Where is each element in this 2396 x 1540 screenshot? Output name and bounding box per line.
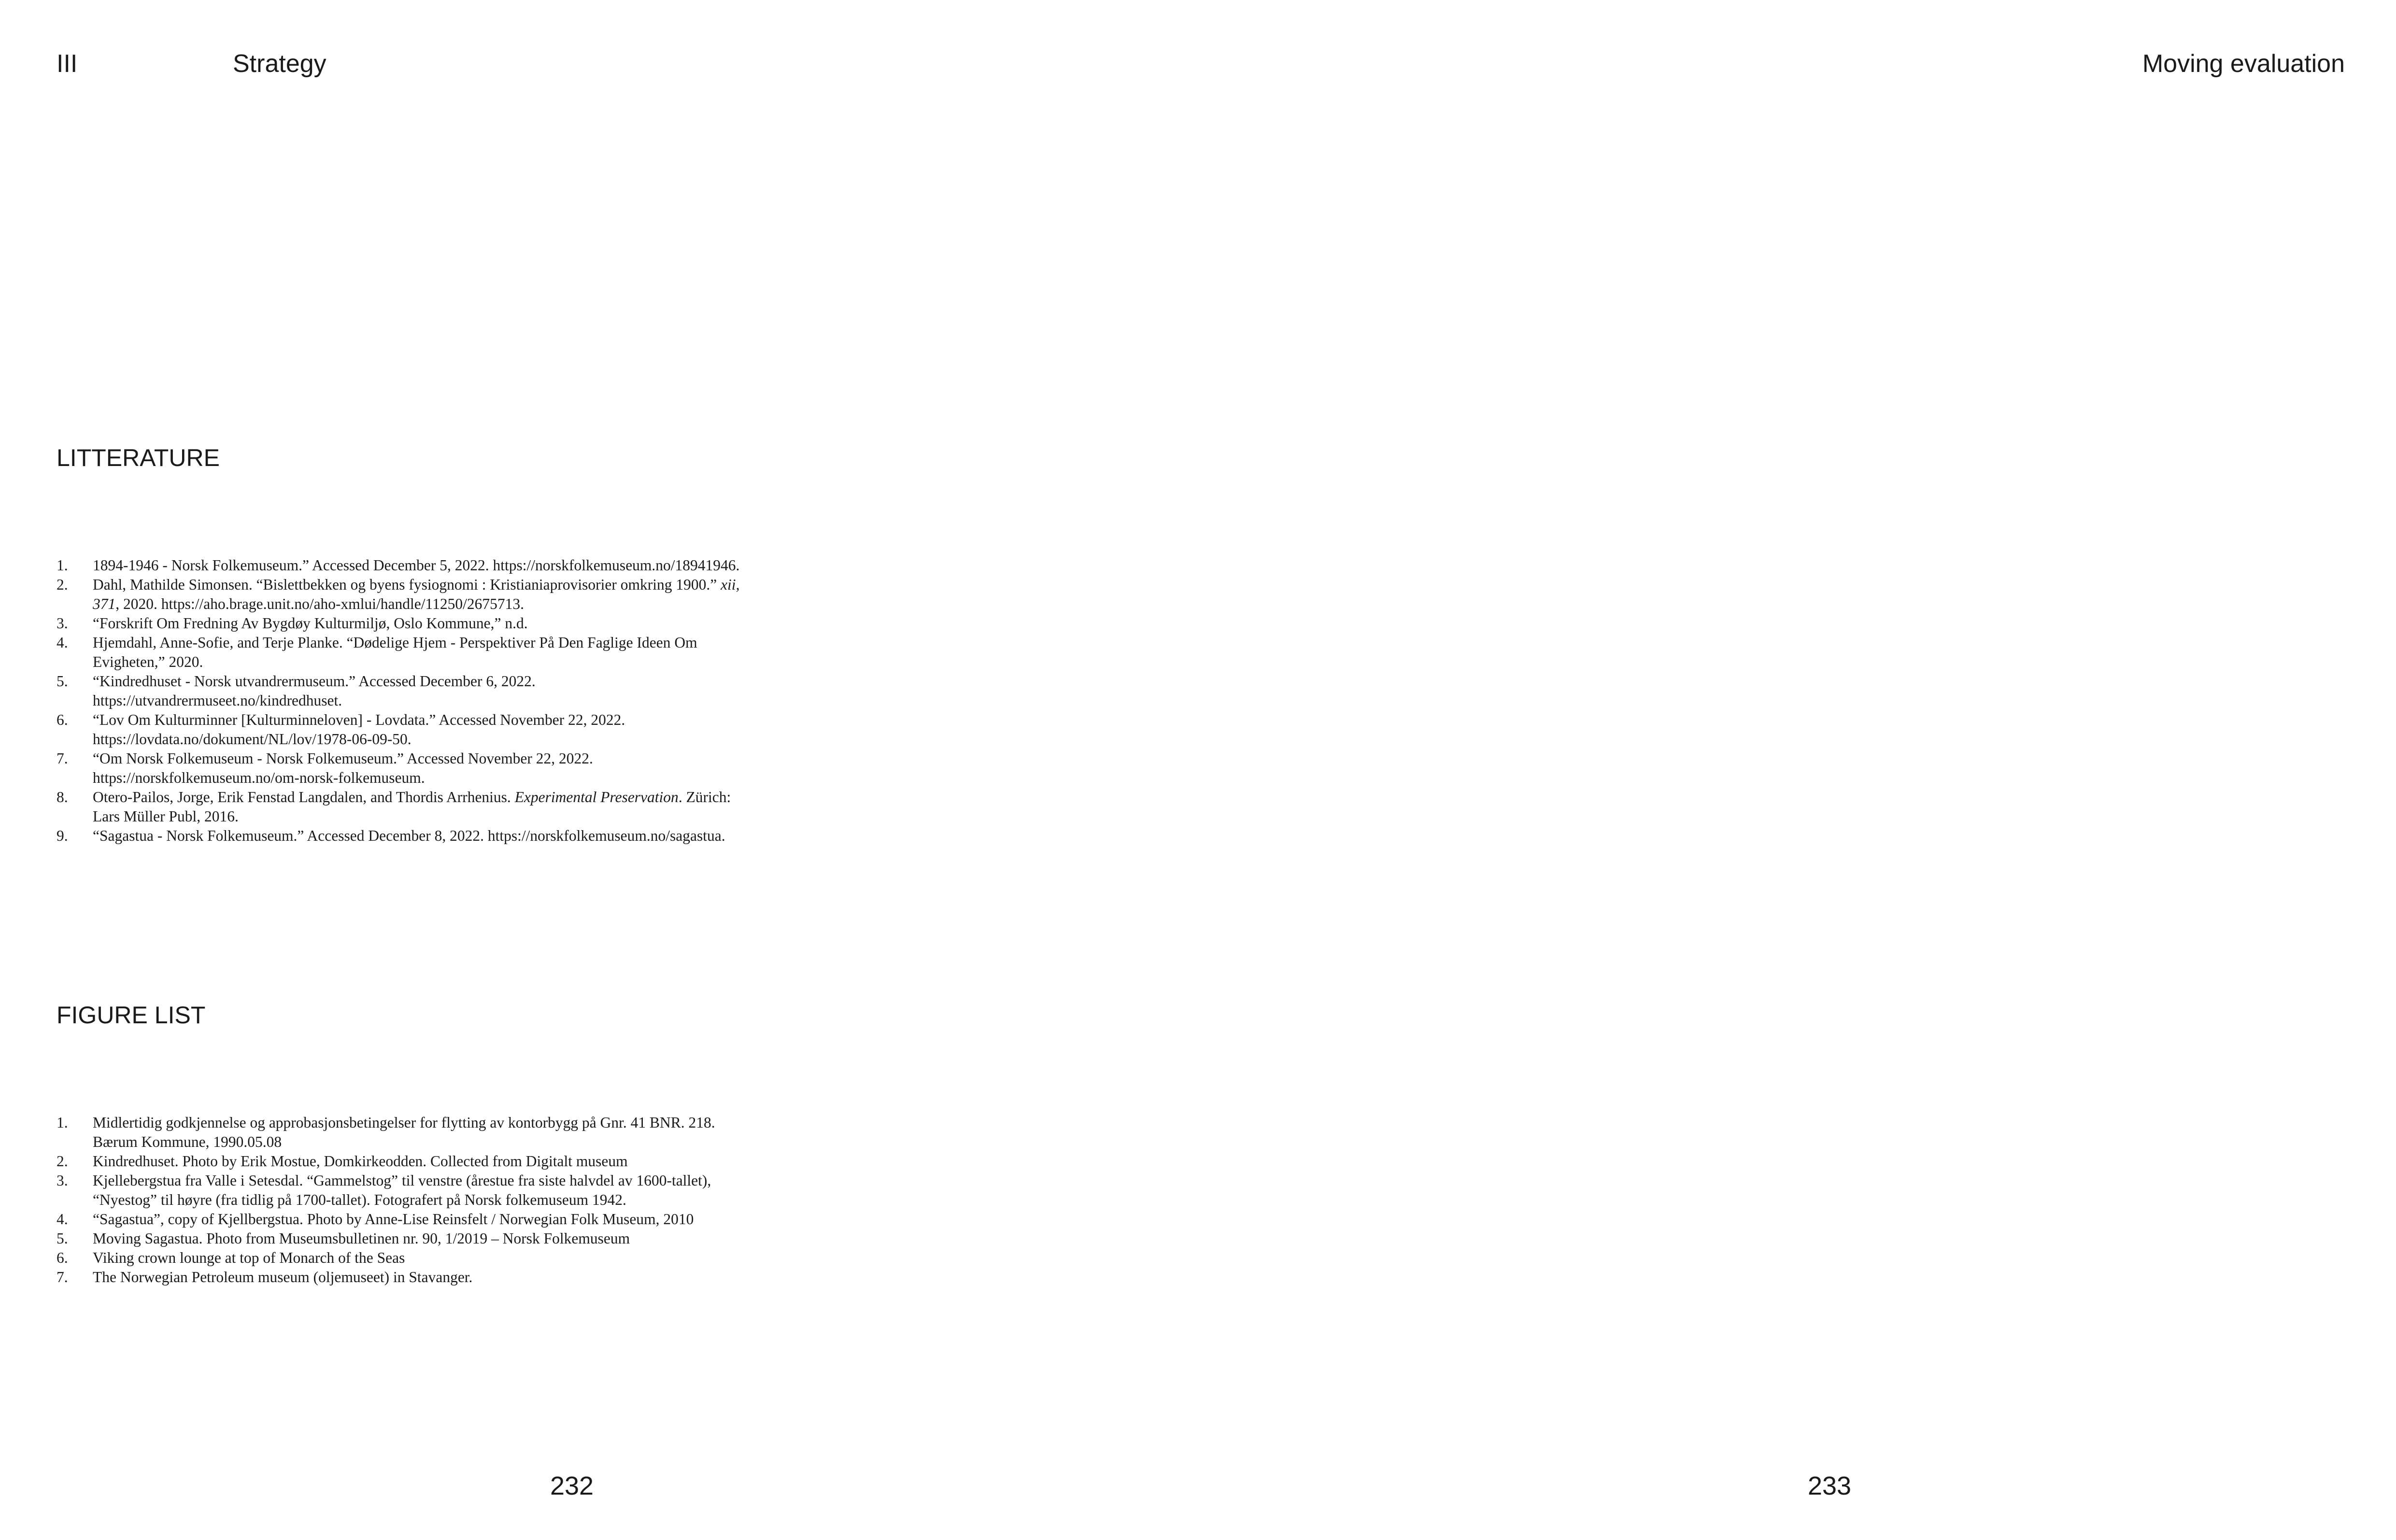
literature-entry-text (93, 575, 762, 614)
citation-text: Kindredhuset. Photo by Erik Mostue, Domkirkeodden. Collected from Digitalt museum (93, 1153, 628, 1170)
citation-text: “Sagastua - Norsk Folkemuseum.” Accessed December 8, 2022. https://norskfolkemuseum.no/sagastua. (93, 827, 725, 844)
figure-entry-text (93, 1248, 762, 1268)
citation-text: Otero-Pailos, Jorge, Erik Fenstad Langdalen, and Thordis Arrhenius. (93, 789, 515, 805)
figure-entry-text (93, 1268, 762, 1287)
figure-entry-text (93, 1113, 762, 1152)
figure-entry-text (93, 1152, 762, 1171)
literature-entry-text (93, 556, 762, 575)
literature-entry-text (93, 614, 762, 633)
literature-entry (57, 826, 762, 846)
italic-title: xii, 371 (93, 576, 740, 612)
figure-entry-number: 7. (57, 1269, 68, 1286)
page-number-left: 232 (550, 1471, 594, 1500)
citation-text: “Forskrift Om Fredning Av Bygdøy Kulturmiljø, Oslo Kommune,” n.d. (93, 615, 528, 632)
literature-entry (57, 614, 762, 633)
literature-entry (57, 633, 762, 672)
literature-entry-number: 6. (57, 711, 68, 728)
citation-text: , 2020. https://aho.brage.unit.no/aho-xmlui/handle/11250/2675713. (115, 595, 524, 612)
citation-text: “Kindredhuset - Norsk utvandrermuseum.” Accessed December 6, 2022. https://utvandrermuseet.no/kindredhuset. (93, 673, 536, 709)
literature-entry (57, 575, 762, 614)
literature-entry-number: 7. (57, 750, 68, 767)
literature-list (57, 556, 762, 846)
figure-entry (57, 1248, 762, 1268)
figure-entry-number: 6. (57, 1249, 68, 1266)
literature-entry-number: 9. (57, 827, 68, 844)
figure-entry-text (93, 1229, 762, 1248)
literature-entry (57, 749, 762, 788)
figure-entry-number: 5. (57, 1230, 68, 1247)
figure-list (57, 1113, 762, 1287)
citation-text: 1894-1946 - Norsk Folkemuseum.” Accessed December 5, 2022. https://norskfolkemuseum.no/18941946. (93, 557, 740, 574)
literature-entry-text (93, 672, 762, 710)
literature-entry-text (93, 633, 762, 672)
citation-text: Viking crown lounge at top of Monarch of the Seas (93, 1249, 405, 1266)
literature-entry-number: 5. (57, 673, 68, 690)
page-number-right: 233 (1807, 1471, 1852, 1500)
figure-entry-number: 3. (57, 1172, 68, 1189)
figure-entry-number: 4. (57, 1211, 68, 1228)
figure-entry (57, 1210, 762, 1229)
literature-entry-number: 8. (57, 789, 68, 805)
figure-entry (57, 1171, 762, 1210)
literature-entry (57, 788, 762, 826)
citation-text: The Norwegian Petroleum museum (oljemuseet) in Stavanger. (93, 1269, 473, 1286)
literature-entry (57, 556, 762, 575)
literature-entry (57, 710, 762, 749)
figure-entry-number: 1. (57, 1114, 68, 1131)
figure-entry-text (93, 1210, 762, 1229)
literature-entry-text (93, 749, 762, 788)
italic-title: Experimental Preservation (514, 789, 679, 805)
figure-entry (57, 1113, 762, 1152)
figure-list-heading: FIGURE LIST (57, 1002, 206, 1029)
literature-entry-text (93, 788, 762, 826)
literature-entry-text (93, 710, 762, 749)
literature-entry-number: 2. (57, 576, 68, 593)
citation-text: “Lov Om Kulturminner [Kulturminneloven] - Lovdata.” Accessed November 22, 2022. https://lovdata.no/dokument/NL/lov/1978-06-09-50. (93, 711, 625, 748)
figure-entry-number: 2. (57, 1153, 68, 1170)
figure-entry (57, 1229, 762, 1248)
literature-entry-number: 1. (57, 557, 68, 574)
literature-heading: LITTERATURE (57, 444, 220, 471)
citation-text: “Sagastua”, copy of Kjellbergstua. Photo by Anne-Lise Reinsfelt / Norwegian Folk Museum, 2010 (93, 1211, 694, 1228)
citation-text: “Om Norsk Folkemuseum - Norsk Folkemuseum.” Accessed November 22, 2022. https://norskfolkemuseum.no/om-norsk-folkemuseum. (93, 750, 593, 786)
figure-entry (57, 1268, 762, 1287)
section-title: Moving evaluation (2142, 50, 2345, 78)
figure-entry-text (93, 1171, 762, 1210)
citation-text: Hjemdahl, Anne-Sofie, and Terje Planke. “Dødelige Hjem - Perspektiver På Den Faglige Ideen Om Evigheten,” 2020. (93, 634, 697, 670)
citation-text: . Zürich: Lars Müller Publ, 2016. (93, 789, 731, 825)
citation-text: Midlertidig godkjennelse og approbasjonsbetingelser for flytting av kontorbygg på Gnr. 41 BNR. 218. Bærum Kommune, 1990.05.08 (93, 1114, 715, 1150)
citation-text: Kjellebergstua fra Valle i Setesdal. “Gammelstog” til venstre (årestue fra siste halvdel av 1600-tallet), “Nyestog” til høyre (fra tidlig på 1700-tallet). Fotografert på Norsk folkemuseum 1942. (93, 1172, 711, 1208)
citation-text: Dahl, Mathilde Simonsen. “Bislettbekken og byens fysiognomi : Kristianiaprovisorier omkring 1900.” (93, 576, 721, 593)
citation-text: Moving Sagastua. Photo from Museumsbulletinen nr. 90, 1/2019 – Norsk Folkemuseum (93, 1230, 630, 1247)
literature-entry-text (93, 826, 762, 846)
figure-entry (57, 1152, 762, 1171)
literature-entry-number: 3. (57, 615, 68, 632)
chapter-title: Strategy (233, 50, 326, 78)
literature-entry-number: 4. (57, 634, 68, 651)
literature-entry (57, 672, 762, 710)
chapter-number: III (57, 50, 78, 78)
